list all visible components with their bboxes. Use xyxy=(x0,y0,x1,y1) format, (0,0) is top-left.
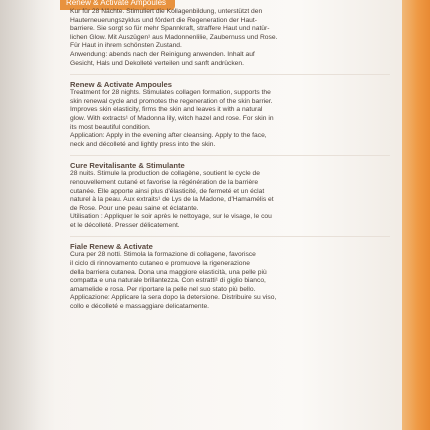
section-line: il ciclo di rinnovamento cutaneo e promuove la rigenerazione xyxy=(70,260,250,268)
section-line: glow. With extracts¹ of Madonna lily, witch hazel and rose. For skin in xyxy=(70,114,274,122)
section-line: Anwendung: abends nach der Reinigung anwenden. Inhalt auf xyxy=(70,50,255,58)
leaflet-text xyxy=(70,8,390,318)
section-line: its most beautiful condition. xyxy=(70,123,151,131)
paper-shadow xyxy=(0,0,56,430)
section-line: et le décolleté. Presser délicatement. xyxy=(70,221,180,229)
section-line: naturel à la peau. Aux extraits¹ de Lys de la Madone, d'Hamamélis et xyxy=(70,196,274,204)
section-line: Improves skin elasticity, firms the skin and leaves it with a natural xyxy=(70,106,263,114)
section-divider xyxy=(70,74,390,75)
header-strip-text: Renew & Activate Ampoules xyxy=(66,0,167,7)
text-section xyxy=(70,161,390,230)
section-line: 28 nuits. Stimule la production de collagène, soutient le cycle de xyxy=(70,170,260,178)
section-line: Für Haut in ihrem schönsten Zustand. xyxy=(70,42,182,50)
section-line: Gesicht, Hals und Dekolleté verteilen und sanft andrücken. xyxy=(70,59,244,67)
section-line: renouvellement cutané et favorise la régénération de la barrière xyxy=(70,178,259,186)
section-line: barriere. Sie sorgt so für mehr Spannkraft, straffere Haut und natür- xyxy=(70,25,270,33)
section-line: Cura per 28 notti. Stimola la formazione di collagene, favorisce xyxy=(70,251,256,259)
section-line: Kur für 28 Nächte. Stimuliert die Kollagenbildung, unterstützt den xyxy=(70,8,263,15)
orange-side-strip xyxy=(402,0,430,430)
section-title: Renew & Activate Ampoules xyxy=(70,80,172,90)
section-line: Utilisation : Appliquer le soir après le nettoyage, sur le visage, le cou xyxy=(70,213,272,221)
section-title: Fiale Renew & Activate xyxy=(70,242,153,252)
section-line: Application: Apply in the evening after cleansing. Apply to the face, xyxy=(70,132,267,140)
section-line: skin renewal cycle and promotes the regeneration of the skin barrier. xyxy=(70,97,273,105)
section-line: lichen Glow. Mit Auszügen¹ aus Madonnenlilie, Zaubernuss und Rose. xyxy=(70,33,278,41)
text-section xyxy=(70,8,390,68)
section-line: compatta e una naturale brillantezza. Con estratti¹ di giglio bianco, xyxy=(70,277,266,285)
section-line: neck and décolleté and lightly press into the skin. xyxy=(70,140,216,148)
section-line: della barriera cutanea. Dona una maggiore elasticità, una pelle più xyxy=(70,268,267,276)
section-line: de Rose. Pour une peau saine et éclatante. xyxy=(70,204,199,212)
section-divider xyxy=(70,155,390,156)
text-section xyxy=(70,242,390,311)
section-line: Applicazione: Applicare la sera dopo la detersione. Distribuire su viso, xyxy=(70,294,277,302)
section-line: cutanée. Elle apporte ainsi plus d'élasticité, de fermeté et un éclat xyxy=(70,187,265,195)
text-section xyxy=(70,80,390,149)
section-line: amamelide e rosa. Per riportare la pelle nel suo stato più bello. xyxy=(70,285,256,293)
section-line: Hauterneuerungszyklus und fördert die Regeneration der Haut- xyxy=(70,16,257,24)
section-line: Treatment for 28 nights. Stimulates collagen formation, supports the xyxy=(70,89,271,97)
section-line: collo e décolleté e massaggiare delicatamente. xyxy=(70,303,210,311)
section-title: Cure Revitalisante & Stimulante xyxy=(70,161,185,171)
section-divider xyxy=(70,236,390,237)
